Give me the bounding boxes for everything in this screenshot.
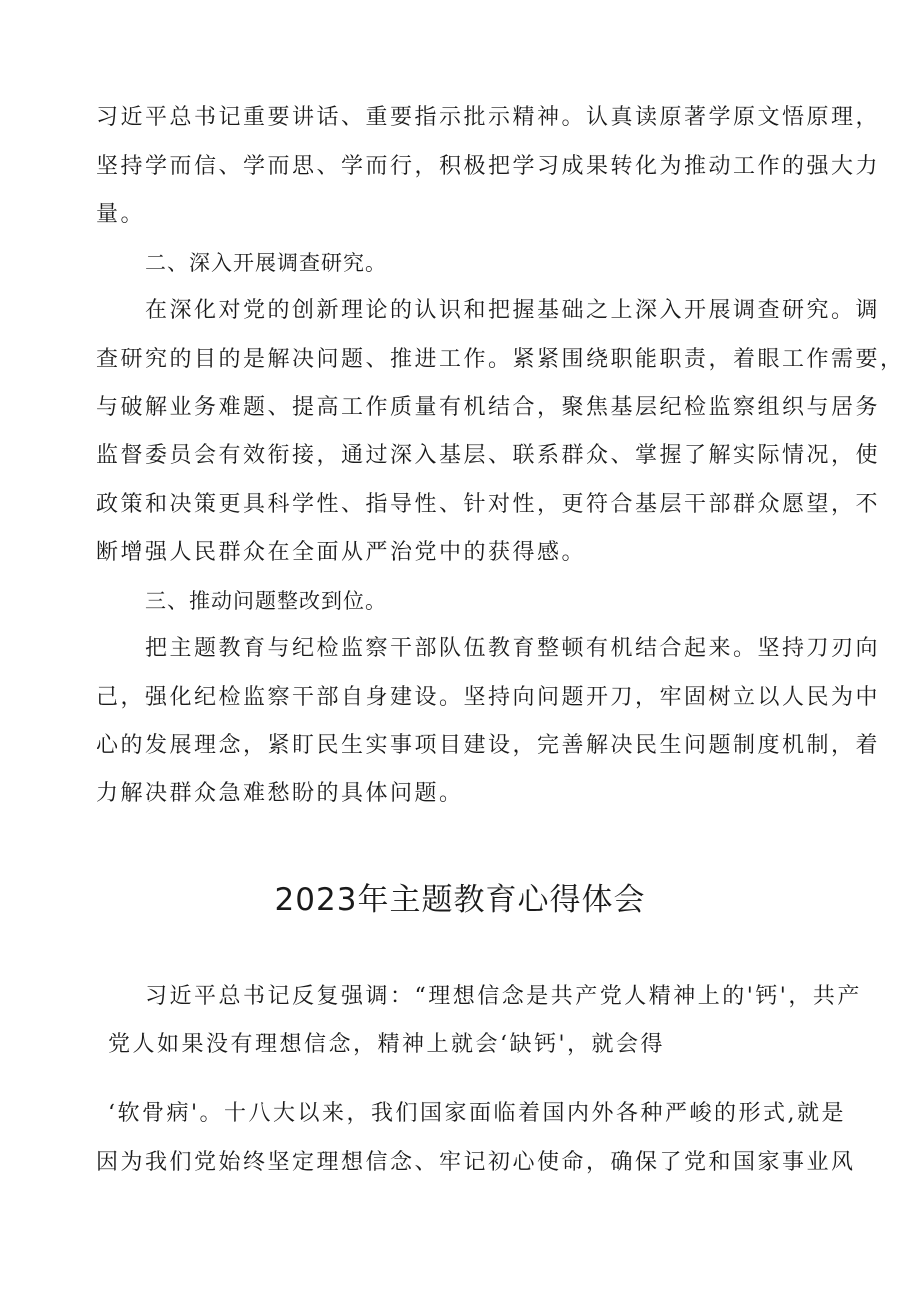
body-text-line: 因为我们党始终坚定理想信念、牢记初心使命，确保了党和国家事业风 bbox=[96, 1150, 856, 1175]
body-text-line: 习近平总书记反复强调：“理想信念是共产党人精神上的'钙'，共产 bbox=[145, 984, 862, 1009]
body-text-line: 断增强人民群众在全面从严治党中的获得感。 bbox=[96, 540, 587, 565]
body-text-line: 查研究的目的是解决问题、推进工作。紧紧围绕职能职责，着眼工作需要， bbox=[96, 347, 905, 372]
body-text-line: 监督委员会有效衔接，通过深入基层、联系群众、掌握了解实际情况，使 bbox=[96, 443, 881, 468]
body-text-line: 与破解业务难题、提高工作质量有机结合，聚焦基层纪检监察组织与居务 bbox=[96, 395, 881, 420]
body-text-line: 把主题教育与纪检监察干部队伍教育整顿有机结合起来。坚持刀刃向 bbox=[145, 636, 881, 661]
body-text-line: 心的发展理念，紧盯民生实事项目建设，完善解决民生问题制度机制，着 bbox=[96, 733, 881, 758]
body-text-line: 力解决群众急难愁盼的具体问题。 bbox=[96, 781, 464, 806]
body-text-line: 己，强化纪检监察干部自身建设。坚持向问题开刀，牢固树立以人民为中 bbox=[96, 685, 881, 710]
body-text-line: ‘软骨病'。十八大以来，我们国家面临着国内外各种严峻的形式,就是 bbox=[108, 1101, 847, 1126]
body-text-line: 在深化对党的创新理论的认识和把握基础之上深入开展调查研究。调 bbox=[145, 298, 881, 323]
body-text-line: 党人如果没有理想信念，精神上就会‘缺钙'，就会得 bbox=[108, 1032, 666, 1057]
section-heading-3: 三、推动问题整改到位。 bbox=[145, 589, 387, 613]
body-text-line: 习近平总书记重要讲话、重要指示批示精神。认真读原著学原文悟原理， bbox=[96, 105, 881, 130]
body-text-line: 量。 bbox=[96, 202, 146, 227]
body-text-line: 坚持学而信、学而思、学而行，积极把学习成果转化为推动工作的强大力 bbox=[96, 154, 881, 179]
article-title: 2023年主题教育心得体会 bbox=[274, 882, 646, 918]
section-heading-2: 二、深入开展调查研究。 bbox=[145, 251, 387, 275]
body-text-line: 政策和决策更具科学性、指导性、针对性，更符合基层干部群众愿望，不 bbox=[96, 492, 881, 517]
